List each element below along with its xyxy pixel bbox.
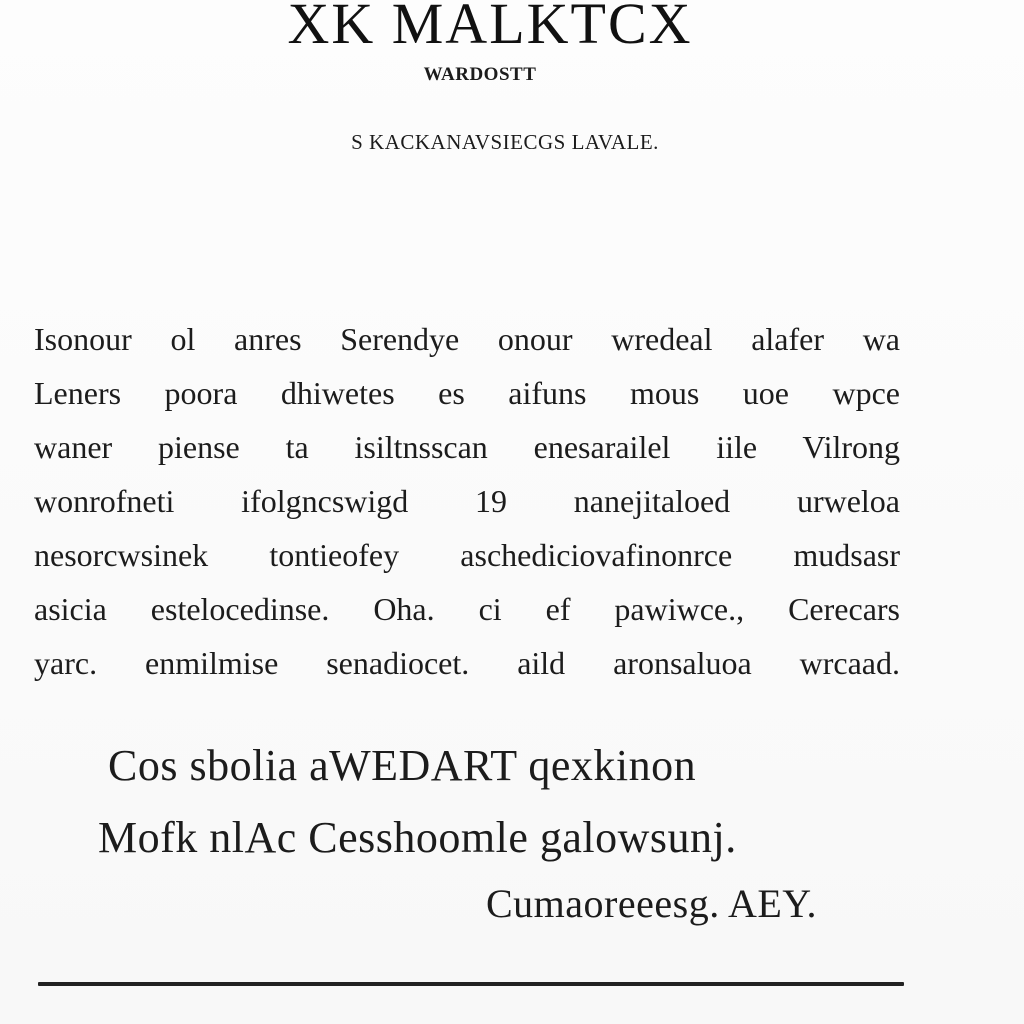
document-subtitle: WARDOSTT (423, 64, 537, 85)
body-line: yarc. enmilmise senadiocet. aild aronsaluoa wrcaad. (34, 645, 900, 681)
closing-line: Mofk nlAc Cesshoomle galowsunj. (98, 813, 737, 862)
closing-signature: Cumaoreeesg. AEY. (486, 881, 818, 926)
body-line: nesorcwsinek tontieofey aschediciovafinonrce mudsasr (34, 537, 900, 573)
bottom-rule (38, 982, 904, 986)
body-line: Isonour ol anres Serendye onour wredeal alafer wa (34, 321, 900, 357)
document-byline: S KACKANAVSIECGS LAVALE. (351, 130, 659, 154)
body-line: wonrofneti ifolgncswigd 19 nanejitaloed urweloa (34, 483, 900, 519)
closing-line: Cos sbolia aWEDART qexkinon (108, 741, 697, 790)
body-line: asicia estelocedinse. Oha. ci ef pawiwce., Cerecars (34, 591, 900, 627)
body-line: Leners poora dhiwetes es aifuns mous uoe wpce (34, 375, 900, 411)
body-paragraph (34, 312, 900, 690)
body-line: waner piense ta isiltnsscan enesarailel iile Vilrong (34, 429, 900, 465)
document-title: XK MALKTCX (287, 0, 693, 56)
